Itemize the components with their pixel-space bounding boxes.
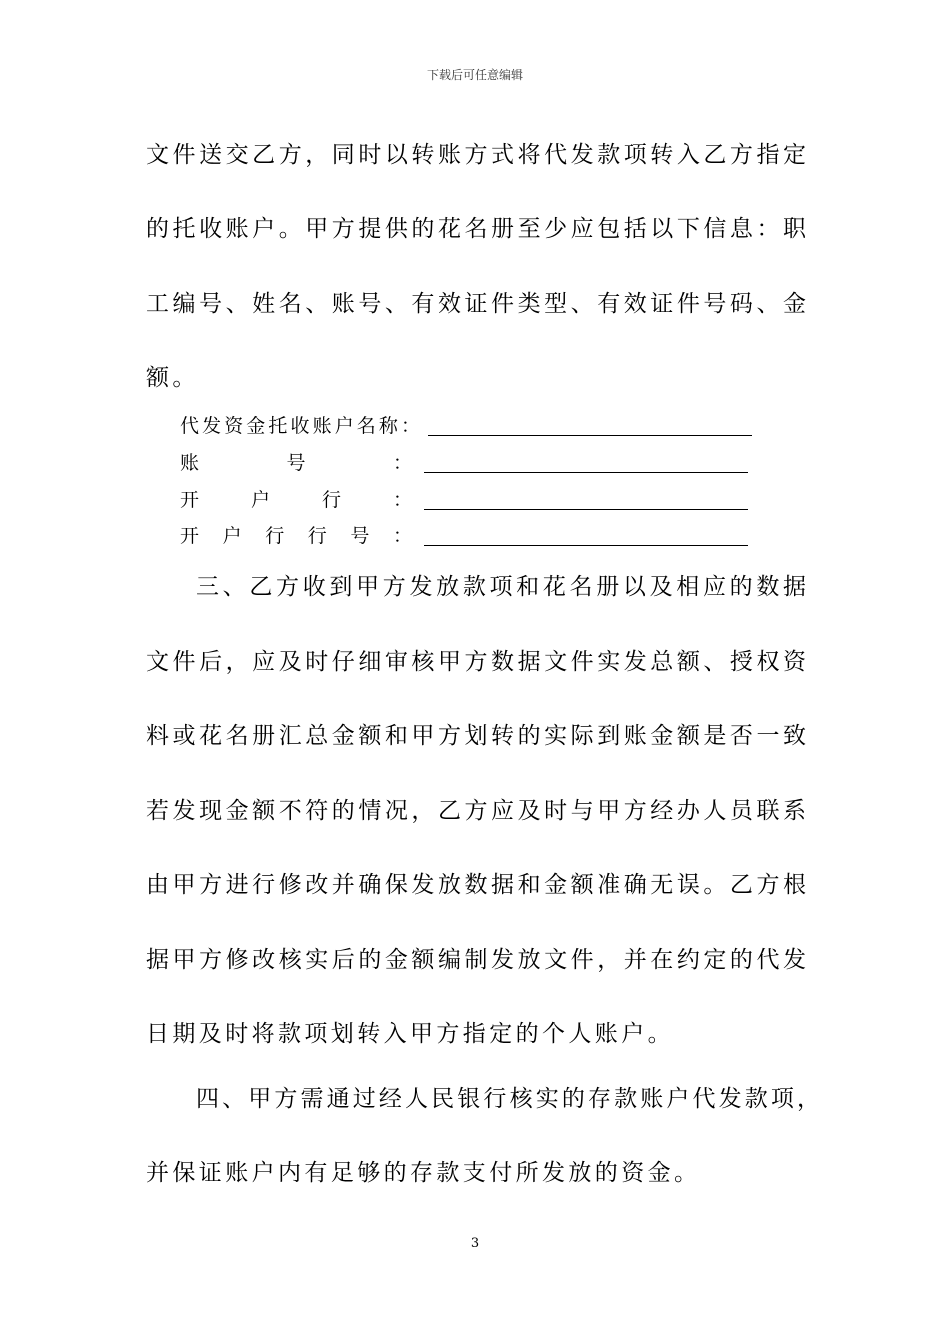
fill-in-blank xyxy=(424,472,748,473)
field-label: 代发资金托收账户名称： xyxy=(180,415,420,437)
section-three-line: 日期及时将款项划转入甲方指定的个人账户。 xyxy=(146,1021,674,1047)
field-label: 开户行行号： xyxy=(180,525,412,547)
section-four-line: 四、甲方需通过经人民银行核实的存款账户代发款项， xyxy=(196,1086,820,1112)
paragraph-line: 的托收账户。甲方提供的花名册至少应包括以下信息：职 xyxy=(146,216,806,242)
section-three-line: 料或花名册汇总金额和甲方划转的实际到账金额是否一致 xyxy=(146,723,806,749)
section-three-line: 若发现金额不符的情况，乙方应及时与甲方经办人员联系 xyxy=(146,798,806,824)
section-three-line: 据甲方修改核实后的金额编制发放文件，并在约定的代发 xyxy=(146,947,806,973)
fill-in-blank xyxy=(424,509,748,510)
section-three-line: 由甲方进行修改并确保发放数据和金额准确无误。乙方根 xyxy=(146,872,806,898)
section-four-line: 并保证账户内有足够的存款支付所发放的资金。 xyxy=(146,1160,701,1186)
page-header: 下载后可任意编辑 xyxy=(426,68,523,82)
paragraph-line: 工编号、姓名、账号、有效证件类型、有效证件号码、金 xyxy=(146,291,806,317)
field-label: 开户行： xyxy=(180,489,412,511)
paragraph-line: 文件送交乙方，同时以转账方式将代发款项转入乙方指定 xyxy=(146,142,806,168)
section-three-line: 文件后，应及时仔细审核甲方数据文件实发总额、授权资 xyxy=(146,649,806,675)
page-number: 3 xyxy=(470,1236,480,1251)
section-three-line: 三、乙方收到甲方发放款项和花名册以及相应的数据 xyxy=(196,574,806,600)
paragraph-line: 额。 xyxy=(146,365,199,391)
fill-in-blank xyxy=(428,435,752,436)
fill-in-blank xyxy=(424,545,748,546)
field-label: 账号： xyxy=(180,452,412,474)
